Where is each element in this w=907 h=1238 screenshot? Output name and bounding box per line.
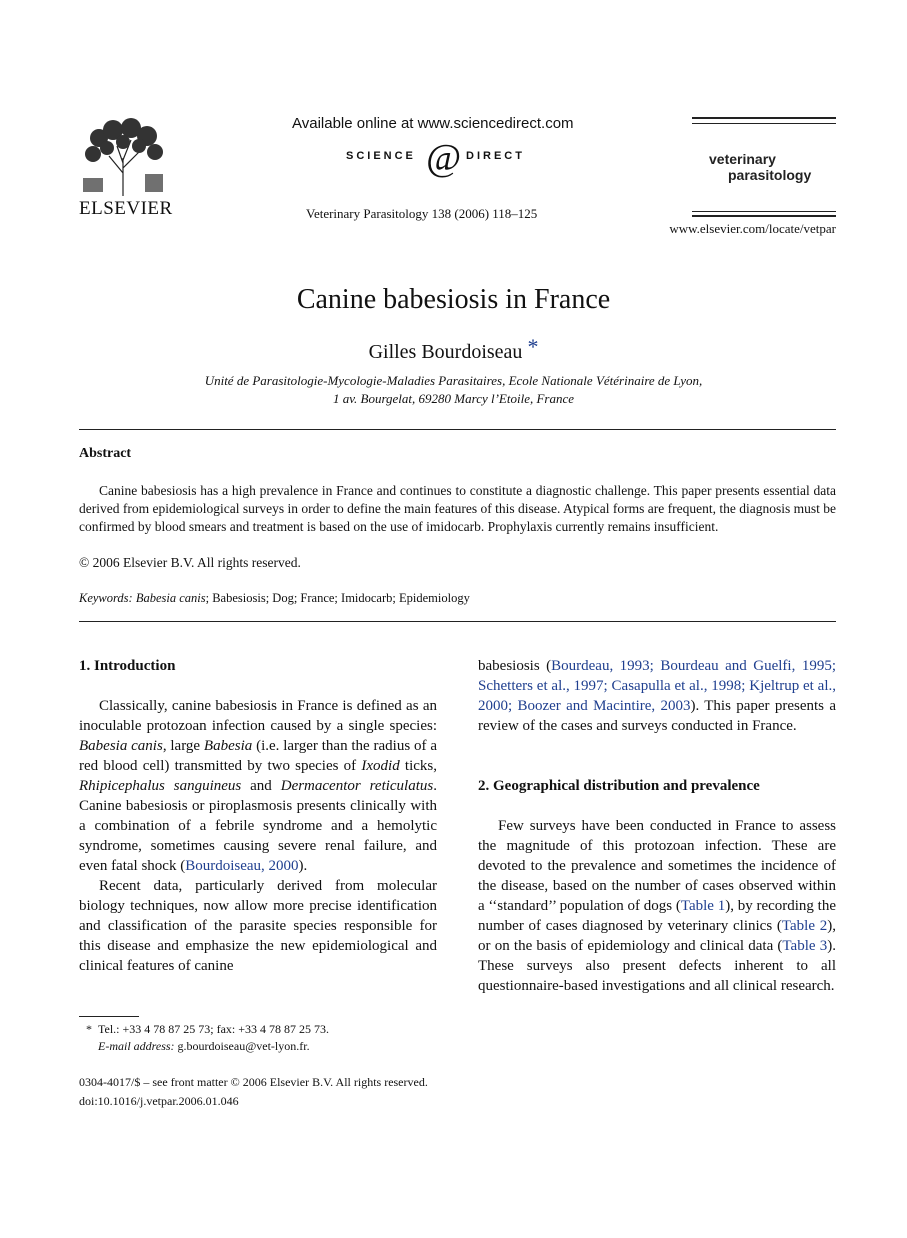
- table-link[interactable]: Table 1: [680, 898, 726, 914]
- p1-text: (i.e. larger than the radius of a red blood cell) transmitted by two species of: [79, 738, 437, 774]
- p1-text: ).: [298, 858, 308, 874]
- footnote: [86, 1021, 329, 1055]
- keywords-label: Keywords:: [79, 591, 133, 605]
- p1-text: , large: [162, 738, 204, 754]
- table-link[interactable]: Table 3: [782, 938, 828, 954]
- s2-text: ), or on the basis of epidemiology and clinical data (: [478, 918, 836, 954]
- p1-text: and: [241, 778, 281, 794]
- citation-link[interactable]: Bourdoiseau, 2000: [185, 858, 299, 874]
- abstract-body: [79, 482, 836, 536]
- species-name: Dermacentor reticulatus: [280, 778, 434, 794]
- abstract-heading: Abstract: [79, 446, 132, 461]
- affiliation-line1: Unité de Parasitologie-Mycologie-Maladies Parasitaires, Ecole Nationale Vétérinaire de Lyon,: [204, 373, 703, 388]
- p2-text: ). This paper presents a review of the cases and surveys conducted in France.: [478, 698, 836, 734]
- keywords: [79, 591, 470, 606]
- p1-text: ticks,: [399, 758, 437, 774]
- genus-name: Babesia: [203, 738, 253, 754]
- author-name: Gilles Bourdoiseau: [368, 341, 523, 363]
- footnote-tel: Tel.: +33 4 78 87 25 73; fax: +33 4 78 87 25 73.: [98, 1022, 330, 1036]
- section1-paragraph2: Recent data, particularly derived from molecular biology techniques, now allow more precise identification and classification of the parasite species responsible for this disease and emphasize the new epidemiological and clinical features of canine: [79, 878, 437, 974]
- species-name: Rhipicephalus sanguineus: [79, 778, 242, 794]
- p1-text: . Canine babesiosis or piroplasmosis presents clinically with a combination of a febrile syndrome and a hemolytic syndrome, sometimes causing severe renal failure, and even fatal shock (: [79, 778, 437, 874]
- p2-text: babesiosis (: [478, 658, 552, 674]
- s2-text: Few surveys have been conducted in France to assess the magnitude of this protozoan infection. These are devoted to the prevalence and sometimes the incidence of the disease, based on the number of cases observed within a ‘‘standard’’ population of dogs (: [478, 818, 836, 914]
- author-line: [0, 334, 907, 364]
- right-column: [478, 656, 836, 996]
- section2-heading: 2. Geographical distribution and prevalence: [478, 778, 760, 794]
- s2-text: ), by recording the number of cases diagnosed by veterinary clinics (: [478, 898, 837, 934]
- s2-text: ). These surveys also present defects inherent to all questionnaire-based investigations and all clinical research.: [478, 938, 836, 994]
- journal-name-line2: parasitology: [728, 167, 812, 183]
- p1-text: Classically, canine babesiosis in France is defined as an inoculable protozoan infection caused by a single species:: [79, 698, 437, 734]
- article-title: Canine babesiosis in France: [296, 284, 611, 315]
- section1-paragraph2-continued: [478, 656, 836, 736]
- keywords-list: ; Babesiosis; Dog; France; Imidocarb; Epidemiology: [205, 591, 470, 605]
- keyword-italic: Babesia canis: [135, 591, 206, 605]
- available-online-text[interactable]: Available online at www.sciencedirect.com: [292, 115, 574, 132]
- footnote-email[interactable]: g.bourdoiseau@vet-lyon.fr.: [177, 1039, 310, 1053]
- section1-heading: 1. Introduction: [79, 658, 176, 674]
- journal-url[interactable]: www.elsevier.com/locate/vetpar: [669, 221, 836, 236]
- sd-left-word: SCIENCE: [346, 150, 416, 162]
- abstract-text: Canine babesiosis has a high prevalence in France and continues to constitute a diagnostic challenge. This paper presents essential data derived from epidemiological surveys in order to define the main features of this disease. Atypical forms are frequent, the diagnosis must be confirmed by blood smears and treatment is based on the use of imidocarb. Prophylaxis currently remains insufficient.: [79, 483, 836, 534]
- sciencedirect-logo: [346, 137, 532, 179]
- footnote-mark: *: [86, 1022, 92, 1036]
- affiliation: [0, 372, 907, 408]
- left-column: [79, 656, 437, 976]
- abstract-copyright: © 2006 Elsevier B.V. All rights reserved.: [79, 555, 301, 570]
- sd-at-icon: @: [426, 137, 461, 179]
- tick-family-name: Ixodid: [361, 758, 400, 774]
- journal-name-line1: veterinary: [709, 151, 776, 167]
- affiliation-line2: 1 av. Bourgelat, 69280 Marcy l’Etoile, France: [332, 391, 575, 406]
- publisher-name: ELSEVIER: [79, 198, 173, 219]
- doi-line[interactable]: doi:10.1016/j.vetpar.2006.01.046: [79, 1094, 239, 1108]
- section1-paragraph1: [79, 696, 437, 876]
- citation-links[interactable]: Bourdeau, 1993; Bourdeau and Guelfi, 1995; Schetters et al., 1997; Casapulla et al., 1998; Kjeltrup et al., 2000; Boozer and Macintire, 2003: [478, 658, 836, 714]
- author-footnote-mark[interactable]: *: [527, 334, 539, 359]
- sd-right-word: DIRECT: [466, 150, 525, 162]
- table-link[interactable]: Table 2: [781, 918, 828, 934]
- species-name: Babesia canis: [79, 738, 163, 754]
- bottom-info: [79, 1073, 428, 1111]
- issn-line: 0304-4017/$ – see front matter © 2006 Elsevier B.V. All rights reserved.: [79, 1075, 428, 1089]
- footnote-email-label: E-mail address:: [98, 1039, 175, 1053]
- section2-paragraph1: [478, 816, 836, 996]
- journal-citation: Veterinary Parasitology 138 (2006) 118–125: [306, 206, 538, 221]
